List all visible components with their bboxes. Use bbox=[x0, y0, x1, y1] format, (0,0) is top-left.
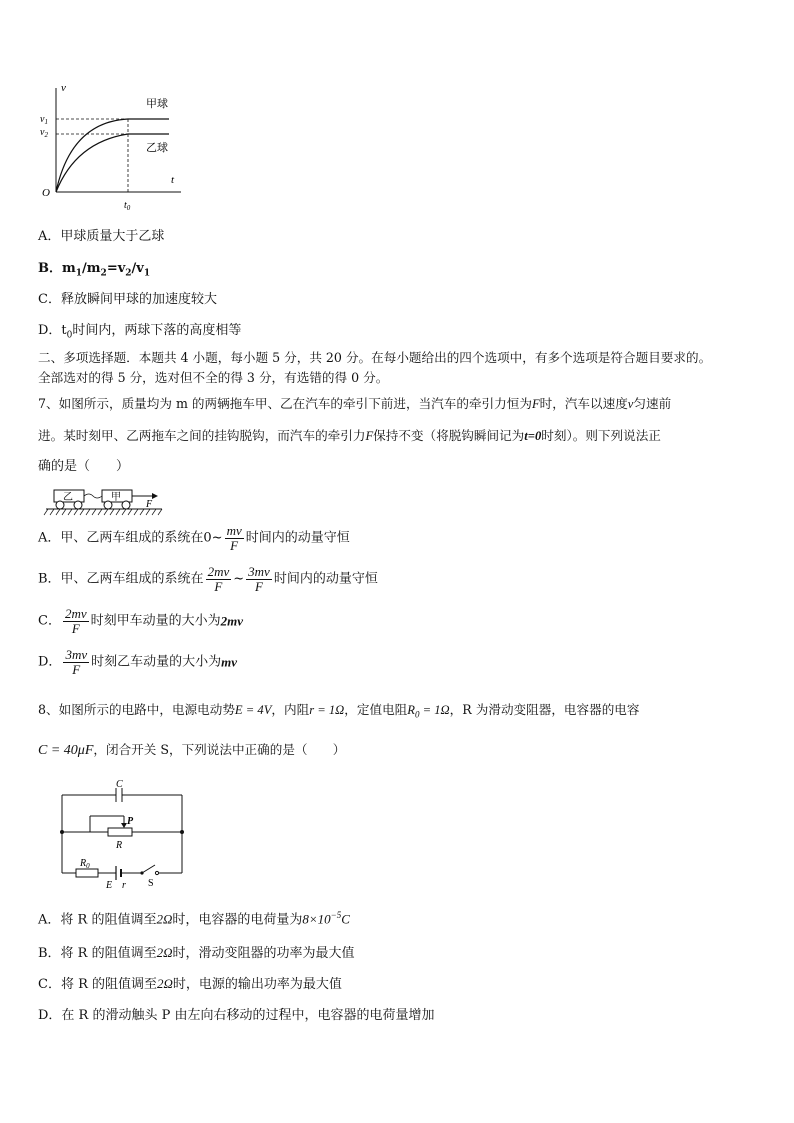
switch-label: S bbox=[148, 878, 154, 889]
svg-text:v2: $v_2$ bbox=[40, 127, 48, 139]
q6-option-a: A．甲球质量大于乙球 bbox=[38, 229, 165, 244]
rheostat-label: R bbox=[116, 840, 123, 851]
section2-instructions-line2: 全部选对的得 5 分，选对但不全的得 3 分，有选错的得 0 分。 bbox=[38, 370, 389, 385]
q8-option-d: D．在 R 的滑动触头 P 由左向右移动的过程中，电容器的电荷量增加 bbox=[38, 1008, 435, 1023]
force-label: F bbox=[146, 499, 153, 510]
graph-t0-label: t bbox=[124, 200, 127, 211]
q6-option-d: D．$t_0$时间内，两球下落的高度相等 bbox=[38, 323, 242, 341]
svg-text:t0: $t_0$ bbox=[124, 200, 131, 212]
q7-option-a: A．甲、乙两车组成的系统在0~ $\frac{mv}{F}$ 时间内的动量守恒 bbox=[38, 523, 350, 553]
svg-text:R0: $R_0$ bbox=[80, 858, 90, 870]
svg-text:v1: $v_1$ bbox=[40, 114, 48, 126]
graph-v1-label: v bbox=[40, 114, 45, 125]
trailer-left-label: 乙 bbox=[63, 492, 73, 503]
velocity-time-graph bbox=[36, 82, 196, 217]
graph-x-axis-label: t bbox=[171, 174, 175, 186]
section2-instructions-line1: 二、多项选择题．本题共 4 小题，每小题 5 分，共 20 分。在每小题给出的四个选项中，有多个选项是符合题目要求的。 bbox=[38, 350, 712, 365]
q8-option-b: B．将 R 的阻值调至2Ω时，滑动变阻器的功率为最大值 bbox=[38, 945, 355, 961]
trailer-right-label: 甲 bbox=[111, 492, 121, 503]
q7-option-d: D． $\frac{3mv}{F}$ 时刻乙车动量的大小为mv bbox=[38, 647, 238, 677]
graph-curve1-label: 甲球 bbox=[146, 97, 168, 110]
capacitor-label: C bbox=[116, 780, 123, 790]
q7-stem-line1: 7、如图所示，质量均为 m 的两辆拖车甲、乙在汽车的牵引下前进，当汽车的牵引力恒为F时，汽车以速度v匀速前 bbox=[38, 396, 672, 411]
q8-stem-line2: C = 40μF，闭合开关 S，下列说法中正确的是（ ） bbox=[38, 742, 346, 758]
q7-stem-line3: 确的是（ ） bbox=[38, 459, 130, 474]
circuit-diagram bbox=[50, 780, 190, 890]
q7-option-c: C． $\frac{2mv}{F}$ 时刻甲车动量的大小为2mv bbox=[38, 606, 244, 636]
q8-option-a: A．将 R 的阻值调至2Ω时，电容器的电荷量为$8\times 10^{-5}C$ bbox=[38, 910, 350, 928]
graph-y-axis-label: v bbox=[61, 82, 66, 94]
resistor-r0-label: R bbox=[80, 858, 87, 869]
q6-option-c: C．释放瞬间甲球的加速度较大 bbox=[38, 292, 217, 307]
q8-option-c: C．将 R 的阻值调至2Ω时，电源的输出功率为最大值 bbox=[38, 976, 342, 992]
battery-r-label: r bbox=[122, 880, 126, 890]
battery-emf-label: E bbox=[106, 880, 113, 890]
q7-stem-line2: 进。某时刻甲、乙两拖车之间的挂钩脱钩，而汽车的牵引力F保持不变（将脱钩瞬间记为t=0时刻）。则下列说法正 bbox=[38, 428, 661, 443]
trailer-figure bbox=[42, 485, 167, 520]
graph-curve2-label: 乙球 bbox=[146, 141, 168, 154]
slider-label: P bbox=[127, 816, 134, 827]
graph-v2-label: v bbox=[40, 127, 45, 138]
q8-stem-line1: 8、如图所示的电路中，电源电动势E = 4V，内阻r = 1Ω，定值电阻$R_0 = 1\Omega$，R 为滑动变阻器，电容器的电容 bbox=[38, 702, 640, 720]
q7-option-b: B．甲、乙两车组成的系统在 $\frac{2mv}{F}$ ~ $\frac{3mv}{F}$ 时间内的动量守恒 bbox=[38, 564, 378, 594]
q6-option-b: B．$m_1/m_2=v_2/v_1$ bbox=[38, 261, 151, 279]
graph-origin-label: O bbox=[42, 187, 50, 199]
